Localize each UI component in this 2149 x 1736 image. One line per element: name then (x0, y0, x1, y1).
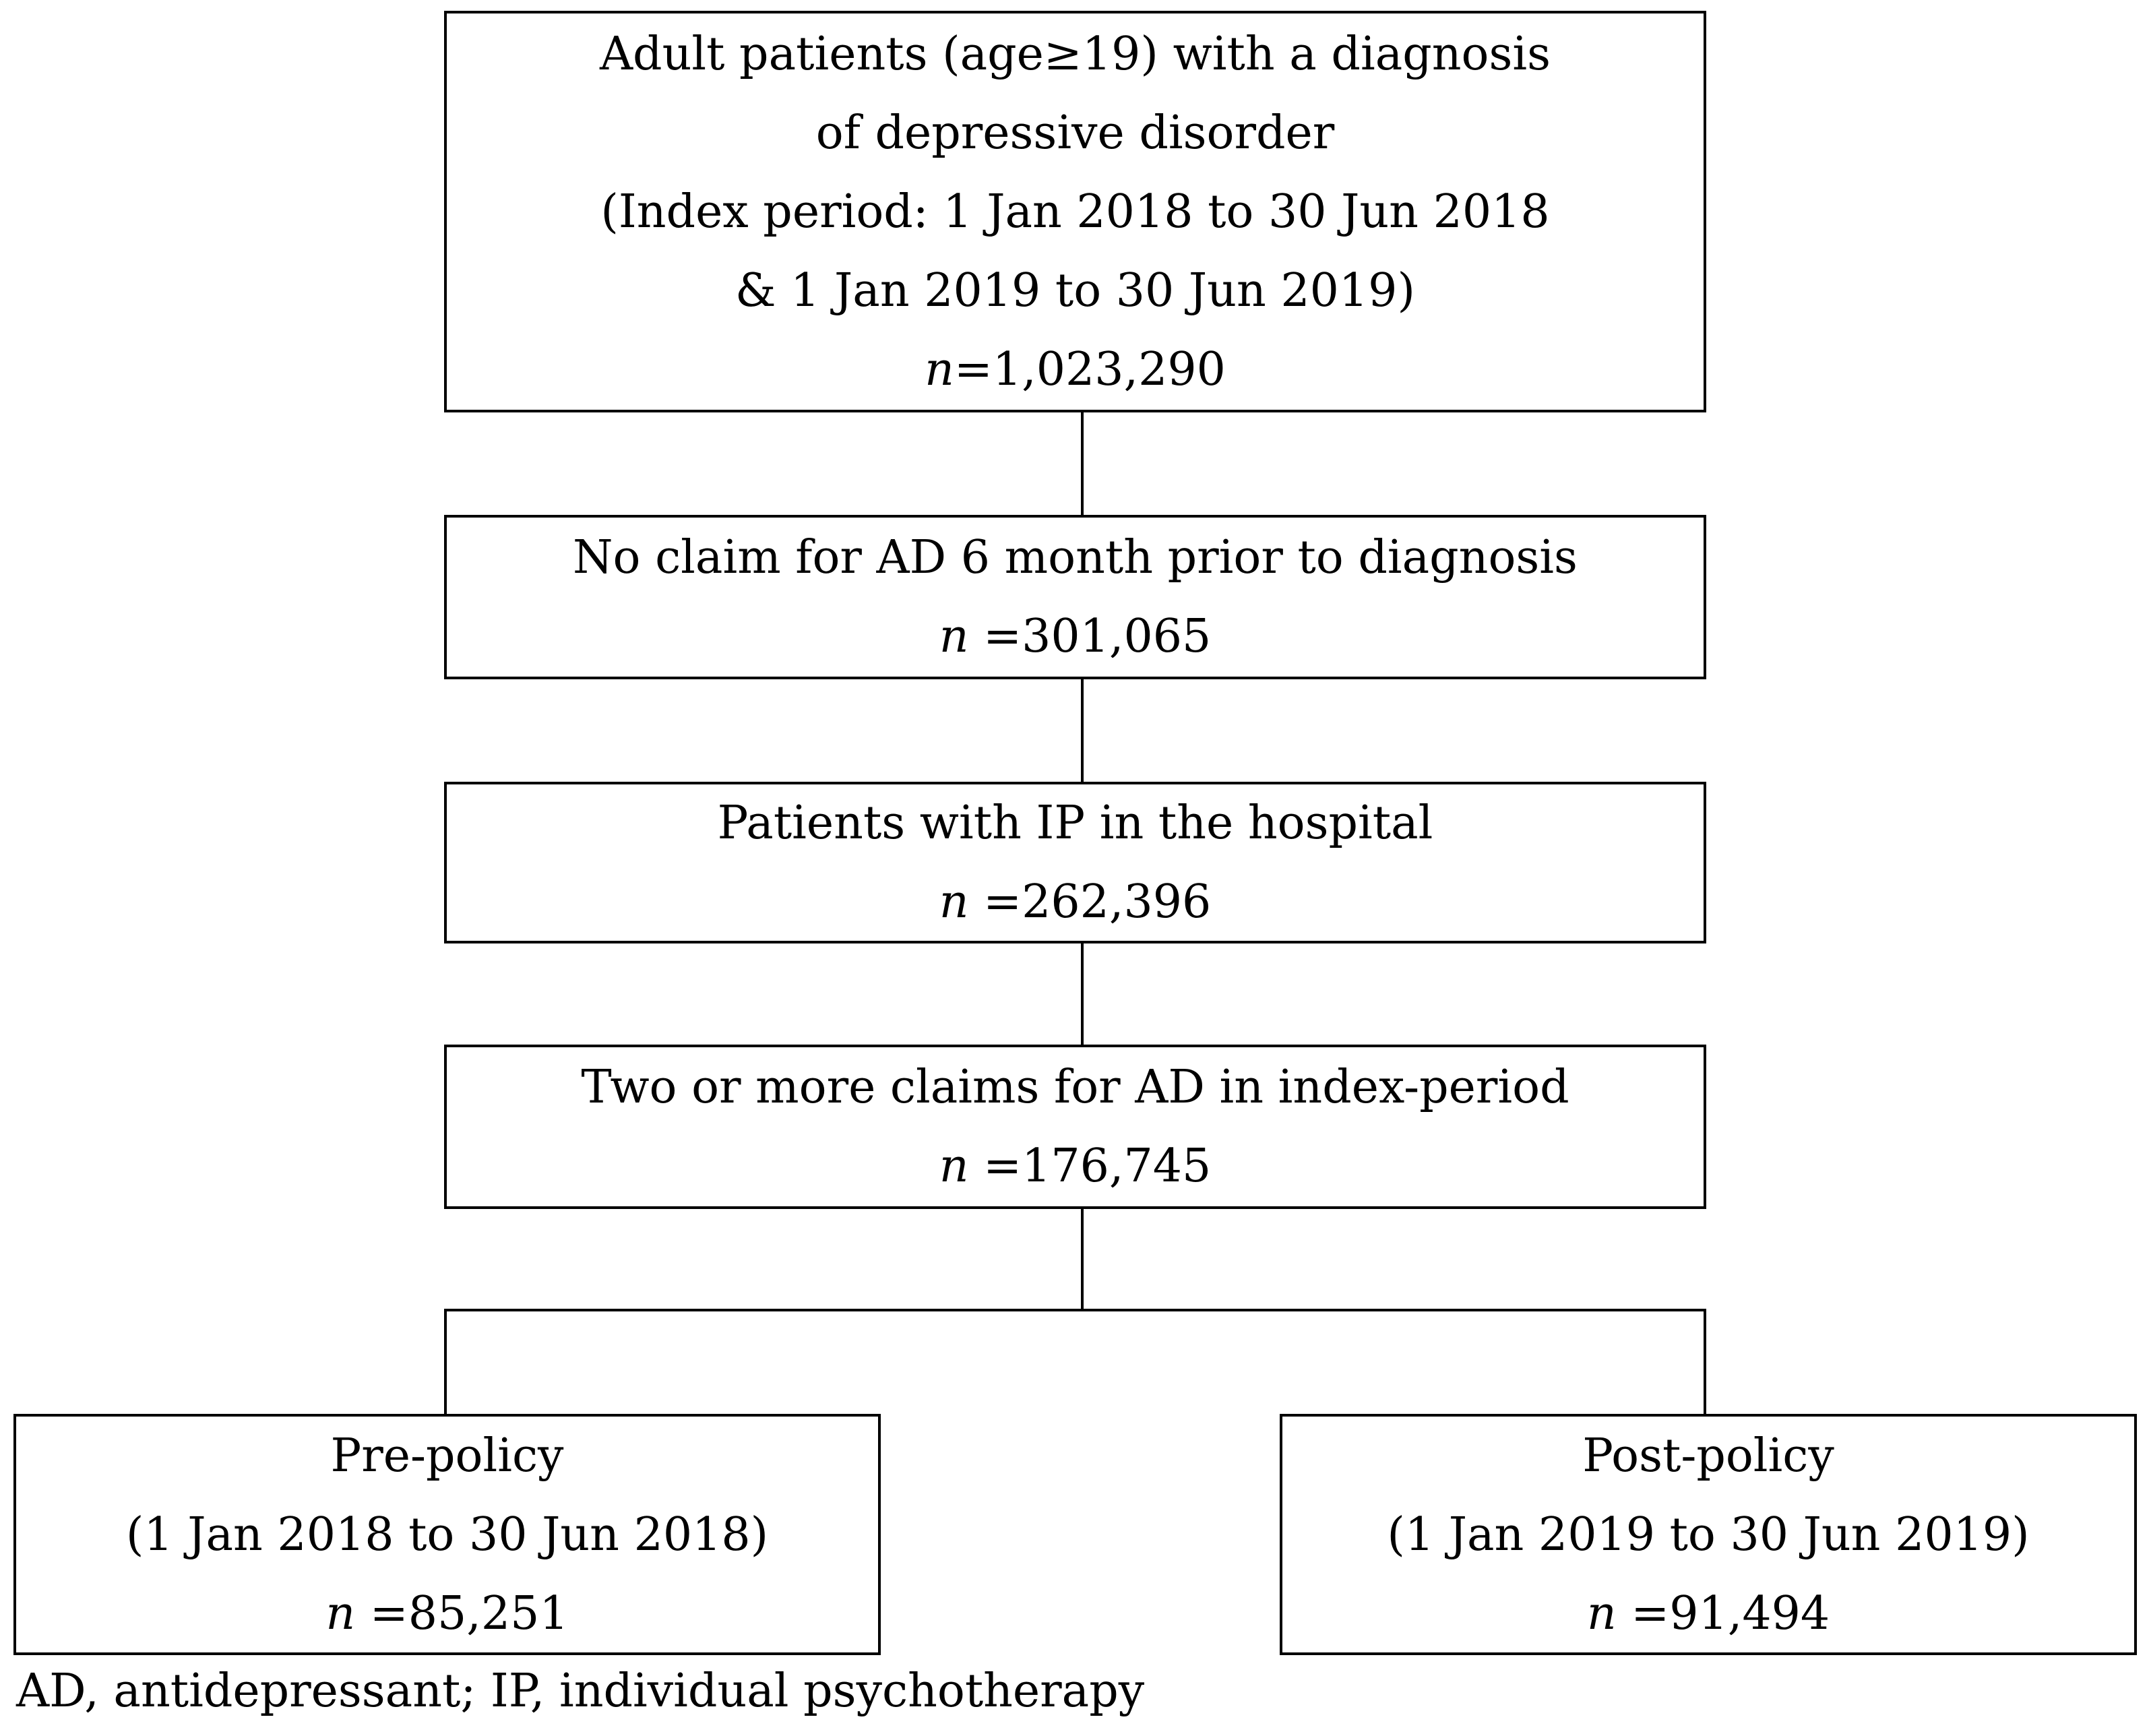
count-value: =85,251 (355, 1586, 569, 1640)
n-symbol: n (1586, 1586, 1617, 1640)
box-initial-cohort (444, 11, 1706, 412)
box-pre-policy-count (325, 1574, 568, 1653)
box-no-claim (444, 515, 1706, 679)
split-horizontal-connector (444, 1309, 1706, 1311)
n-symbol: n (939, 875, 969, 929)
box-initial-line-3: (Index period: 1 Jan 2018 to 30 Jun 2018 (600, 185, 1550, 239)
connector-split-to-pre-policy (444, 1309, 447, 1417)
n-symbol: n (925, 342, 954, 396)
box-pre-policy (13, 1414, 881, 1655)
connector-ip-to-two-claims (1081, 941, 1084, 1045)
box-pre-policy-line-2: (1 Jan 2018 to 30 Jun 2018) (125, 1508, 769, 1561)
n-symbol: n (939, 1140, 969, 1193)
box-post-policy-line-2: (1 Jan 2019 to 30 Jun 2019) (1387, 1508, 2030, 1561)
box-two-claims-line-1: Two or more claims for AD in index-period (581, 1061, 1569, 1114)
box-initial-count (925, 330, 1226, 409)
connector-split-to-post-policy (1704, 1309, 1706, 1417)
box-post-policy-line-1: Post-policy (1582, 1429, 1834, 1483)
box-no-claim-line-1: No claim for AD 6 month prior to diagnosis (573, 531, 1578, 584)
box-pre-policy-line-1: Pre-policy (330, 1429, 564, 1483)
box-initial-line-2: of depressive disorder (815, 106, 1335, 160)
box-ip-patients (444, 782, 1706, 943)
box-ip-count (939, 863, 1212, 941)
box-two-claims-count (939, 1127, 1212, 1206)
count-value: =176,745 (968, 1140, 1212, 1193)
count-value: =1,023,290 (954, 342, 1226, 396)
n-symbol: n (939, 610, 969, 663)
n-symbol: n (325, 1586, 356, 1640)
connector-no-claim-to-ip (1081, 677, 1084, 782)
box-no-claim-count (939, 597, 1212, 676)
connector-initial-to-no-claim (1081, 410, 1084, 515)
count-value: =301,065 (968, 610, 1212, 663)
box-ip-line-1: Patients with IP in the hospital (717, 797, 1433, 850)
box-initial-line-4: & 1 Jan 2019 to 30 Jun 2019) (735, 264, 1415, 317)
footnote-abbreviations: AD, antidepressant; IP, individual psychotherapy (16, 1665, 1145, 1718)
connector-two-claims-to-split (1081, 1206, 1084, 1311)
box-initial-line-1: Adult patients (age≥19) with a diagnosis (599, 27, 1551, 81)
box-post-policy-count (1587, 1574, 1830, 1653)
count-value: =262,396 (968, 875, 1212, 929)
box-two-claims (444, 1045, 1706, 1209)
box-post-policy (1280, 1414, 2137, 1655)
count-value: =91,494 (1616, 1586, 1830, 1640)
